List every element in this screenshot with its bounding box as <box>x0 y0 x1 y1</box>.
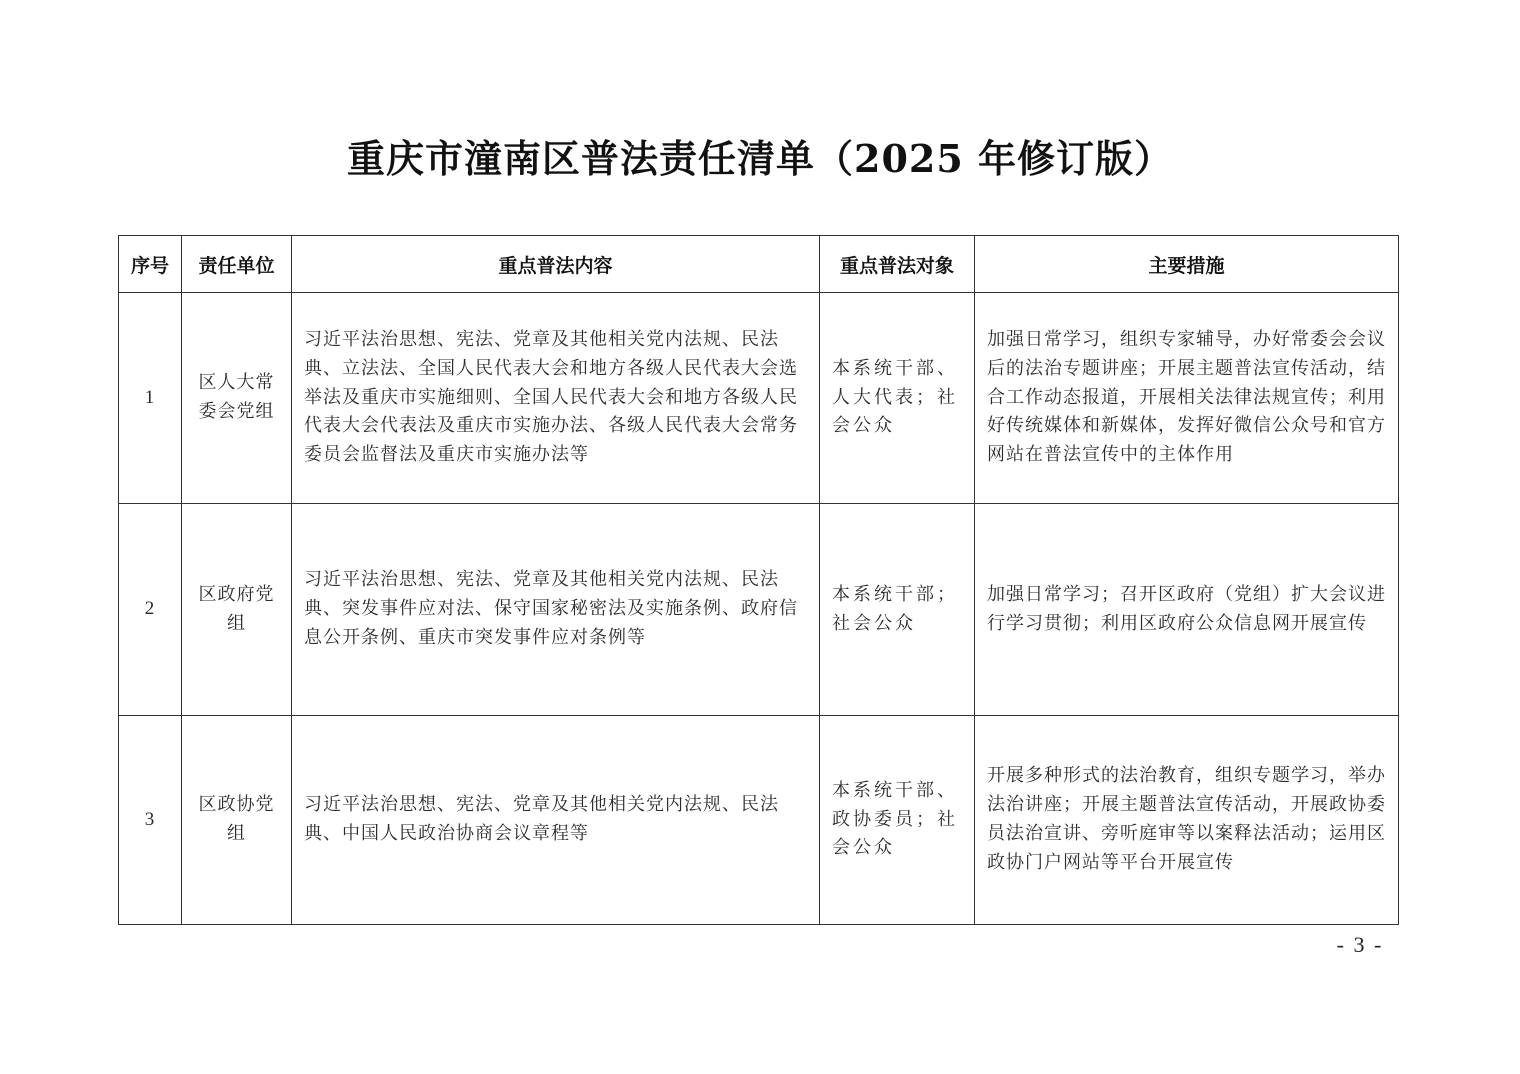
header-target: 重点普法对象 <box>820 236 975 293</box>
row-number: 3 <box>119 716 182 925</box>
page-number: - 3 - <box>1336 932 1384 957</box>
table-row <box>119 293 1399 504</box>
row-unit: 区人大常委会党组 <box>182 293 292 504</box>
header-content: 重点普法内容 <box>292 236 820 293</box>
table-header-row <box>119 236 1399 293</box>
table-row <box>119 716 1399 925</box>
header-unit: 责任单位 <box>182 236 292 293</box>
row-target: 本系统干部；社会公众 <box>820 504 975 716</box>
row-measures: 加强日常学习，组织专家辅导，办好常委会会议后的法治专题讲座；开展主题普法宣传活动，结合工作动态报道，开展相关法律法规宣传；利用好传统媒体和新媒体，发挥好微信公众号和官方网站在普法宣传中的主体作用 <box>975 293 1399 504</box>
header-measures: 主要措施 <box>975 236 1399 293</box>
row-content: 习近平法治思想、宪法、党章及其他相关党内法规、民法典、中国人民政治协商会议章程等 <box>292 716 820 925</box>
row-target: 本系统干部、政协委员；社会公众 <box>820 716 975 925</box>
table-row <box>119 504 1399 716</box>
header-no: 序号 <box>119 236 182 293</box>
row-number: 1 <box>119 293 182 504</box>
row-unit: 区政协党组 <box>182 716 292 925</box>
row-number: 2 <box>119 504 182 716</box>
row-target: 本系统干部、人大代表；社会公众 <box>820 293 975 504</box>
row-unit: 区政府党组 <box>182 504 292 716</box>
row-measures: 开展多种形式的法治教育，组织专题学习，举办法治讲座；开展主题普法宣传活动，开展政协委员法治宣讲、旁听庭审等以案释法活动；运用区政协门户网站等平台开展宣传 <box>975 716 1399 925</box>
row-measures: 加强日常学习；召开区政府（党组）扩大会议进行学习贯彻；利用区政府公众信息网开展宣传 <box>975 504 1399 716</box>
row-content: 习近平法治思想、宪法、党章及其他相关党内法规、民法典、立法法、全国人民代表大会和地方各级人民代表大会选举法及重庆市实施细则、全国人民代表大会和地方各级人民代表大会代表法及重庆市实施办法、各级人民代表大会常务委员会监督法及重庆市实施办法等 <box>292 293 820 504</box>
page-title: 重庆市潼南区普法责任清单（2025 年修订版） <box>347 136 1173 181</box>
responsibility-table <box>118 235 1399 925</box>
row-content: 习近平法治思想、宪法、党章及其他相关党内法规、民法典、突发事件应对法、保守国家秘密法及实施条例、政府信息公开条例、重庆市突发事件应对条例等 <box>292 504 820 716</box>
